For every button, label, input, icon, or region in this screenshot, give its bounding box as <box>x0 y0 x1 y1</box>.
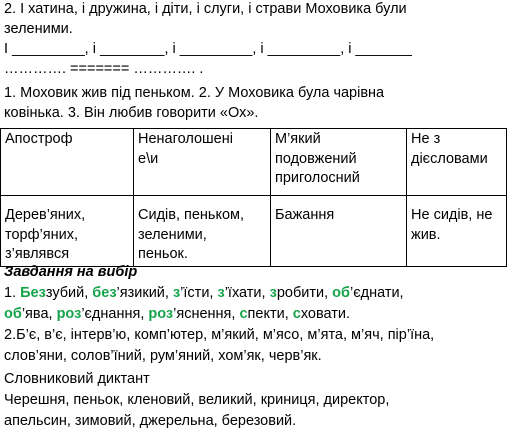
dictation-line1: Черешня, пеньок, кленовий, великий, криниця, директор, <box>4 392 390 408</box>
header-line: дієсловами <box>411 150 488 167</box>
spelling-table <box>0 128 507 267</box>
choice-title: Завдання на вибір <box>4 264 138 280</box>
highlighted-prefix: з <box>269 285 277 301</box>
cell-line: пеньок. <box>138 246 188 262</box>
choice-apostrophe-line1: 2.Б’є, в’є, інтерв’ю, комп’ютер, м’який, м’ясо, м’ята, м’яч, пір’їна, <box>4 327 435 343</box>
header-line: Ненаголошені <box>138 131 233 147</box>
choice-prefix-line2 <box>4 305 503 325</box>
header-line: Не з <box>411 131 441 147</box>
cell-line: торф’яних, <box>5 226 78 243</box>
word-fragment: ’єднати, <box>349 285 404 301</box>
cell-line: з’являвся <box>5 246 70 262</box>
cell-line: Не сидів, не <box>411 207 493 223</box>
sentences-line1: 1. Моховик жив під пеньком. 2. У Моховика була чарівна <box>4 85 385 101</box>
task2-scheme-line: …………. ======= …………. . <box>4 61 204 77</box>
cell-soft-consonant <box>271 196 407 267</box>
header-line: М’який <box>275 131 321 147</box>
word-fragment: пекти, <box>247 306 293 322</box>
header-line: подовжений <box>275 150 357 167</box>
highlighted-prefix: с <box>239 306 248 322</box>
word-fragment: ’язикий, <box>116 285 173 301</box>
cell-line: Бажання <box>275 207 335 223</box>
header-line: приголосний <box>275 170 360 186</box>
task2-line2: зеленими. <box>4 21 73 37</box>
highlighted-prefix: роз <box>56 306 82 322</box>
highlighted-prefix: об <box>4 306 22 322</box>
cell-line: Сидів, пеньком, <box>138 207 245 223</box>
header-unstressed <box>134 129 271 196</box>
header-soft-consonant <box>271 129 407 196</box>
highlighted-prefix: Без <box>20 285 46 301</box>
highlighted-prefix: з <box>217 285 225 301</box>
highlighted-prefix: без <box>92 285 117 301</box>
highlighted-prefix: роз <box>148 306 174 322</box>
cell-ne-verbs <box>407 196 507 267</box>
highlighted-prefix: з <box>172 285 181 301</box>
word-fragment: ховати. <box>300 306 351 322</box>
word-fragment: робити, <box>276 285 333 301</box>
word-fragment: ’єднання, <box>81 306 149 322</box>
highlighted-prefix: об <box>332 285 350 301</box>
header-apostrophe <box>1 129 134 196</box>
cell-apostrophe <box>1 196 134 267</box>
word-fragment: зубий, <box>45 285 93 301</box>
word-fragment: 1. <box>4 285 21 301</box>
cell-line: зеленими, <box>138 226 207 243</box>
task2-line1: 2. І хатина, і дружина, і діти, і слуги, і страви Моховика були <box>4 1 407 17</box>
dictation-title: Словниковий диктант <box>4 371 150 387</box>
task2-blanks-line: І _________, і ________, і _________, і _________, і _______ <box>4 41 412 57</box>
header-line: е\и <box>138 150 159 167</box>
choice-prefix-line1 <box>4 284 503 304</box>
cell-unstressed <box>134 196 271 267</box>
header-line: Апостроф <box>5 131 73 147</box>
word-fragment: ’яснення, <box>173 306 240 322</box>
table-header-row <box>1 129 507 196</box>
cell-line: Дерев’яних, <box>5 207 86 223</box>
highlighted-prefix: с <box>292 306 301 322</box>
word-fragment: ’ява, <box>21 306 57 322</box>
choice-apostrophe-line2: слов’яни, солов’їний, рум’яний, хом’як, черв’як. <box>4 348 322 364</box>
word-fragment: ’їхати, <box>224 285 270 301</box>
word-fragment: ’їсти, <box>180 285 218 301</box>
sentences-line2: ковінька. 3. Він любив говорити «Ох». <box>4 105 259 121</box>
cell-line: жив. <box>411 226 441 243</box>
header-ne-verbs <box>407 129 507 196</box>
table-row <box>1 196 507 267</box>
dictation-line2: апельсин, зимовий, джерельна, березовий. <box>4 413 297 429</box>
